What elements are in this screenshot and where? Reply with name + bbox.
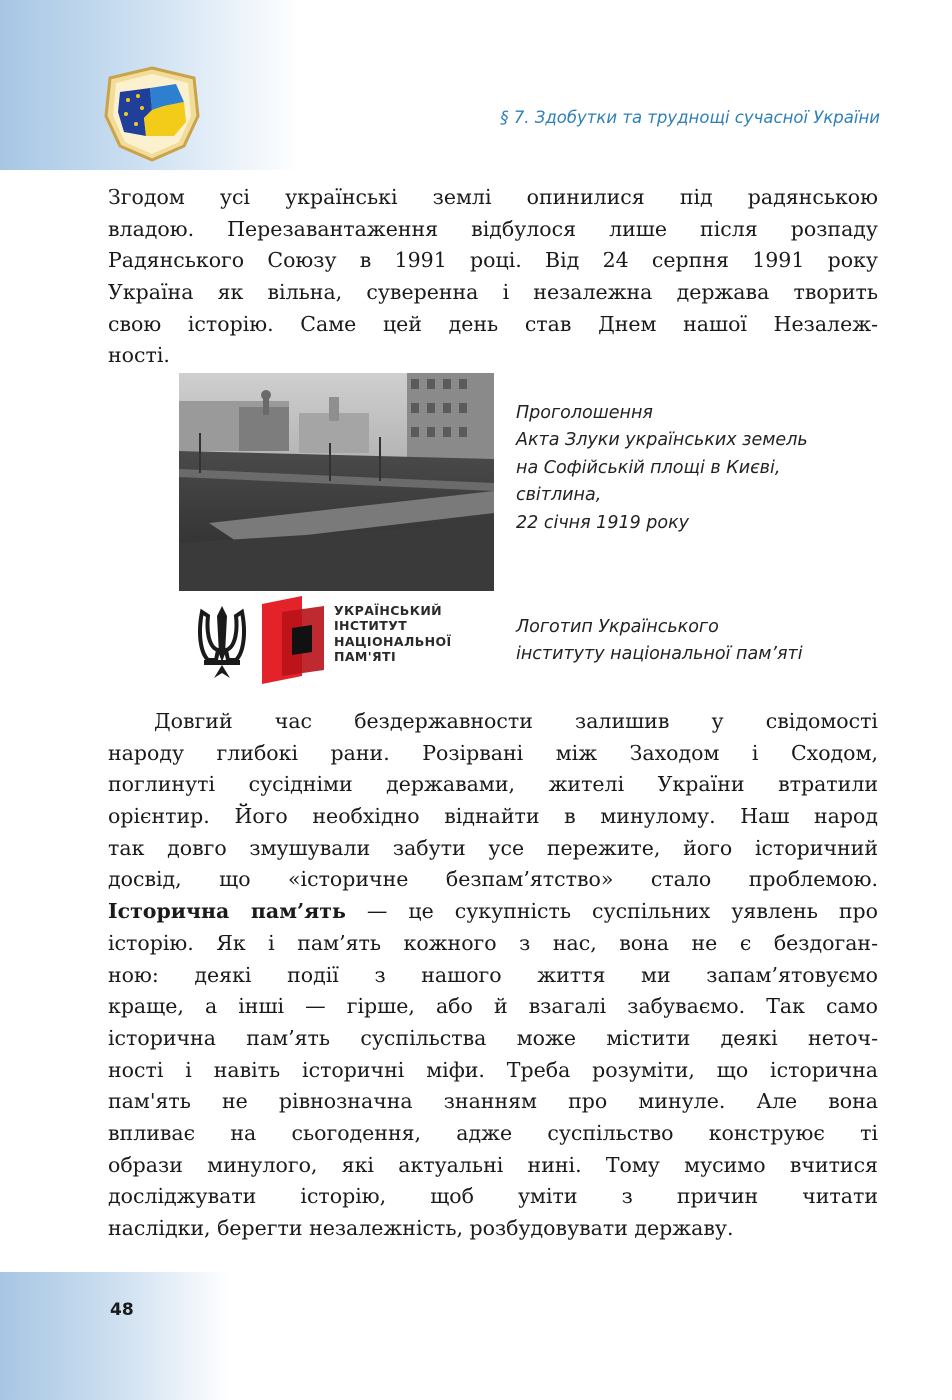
running-title: § 7. Здобутки та труднощі сучасної України — [500, 108, 880, 127]
institute-logo-text — [334, 603, 452, 665]
paragraph-line: впливає на сьогодення, адже суспільство конструює ті — [108, 1120, 878, 1145]
paragraph-line: досліджувати історію, щоб уміти з причин читати — [108, 1184, 878, 1209]
paragraph-line: Радянського Союзу в 1991 році. Від 24 серпня 1991 року — [108, 248, 878, 273]
paragraph-line-with-term — [108, 896, 878, 928]
paragraph-line: ності. — [108, 343, 170, 368]
paragraph-line: свою історію. Саме цей день став Днем нашої Незалеж- — [108, 311, 878, 336]
institute-logo-icon — [262, 596, 330, 684]
historical-photo — [179, 373, 494, 591]
paragraph-line: Україна як вільна, суверенна і незалежна держава творить — [108, 280, 878, 305]
paragraph-line: Довгий час бездержавности залишив у свідомості — [154, 709, 878, 733]
trident-icon — [196, 602, 248, 680]
term-definition: — це сукупність суспільних уявлень про — [345, 899, 878, 924]
caption-line: на Софійській площі в Києві, — [516, 457, 781, 478]
paragraph-line: історію. Як і пам’ять кожного з нас, вона не є бездоган- — [108, 930, 878, 955]
caption-line: світлина, — [516, 485, 602, 506]
paragraph-line: ною: деякі події з нашого життя ми запам’ятовуємо — [108, 962, 878, 987]
caption-line: Акта Злуки українських земель — [516, 430, 808, 451]
paragraph-line: досвід, що «історичне безпам’ятство» стало проблемою. — [108, 867, 878, 892]
caption-line: Проголошення — [516, 403, 653, 423]
paragraph-line: ності і навіть історичні міфи. Треба розуміти, що історична — [108, 1057, 878, 1082]
paragraph-line: образи минулого, які актуальні нині. Тому мусимо вчитися — [108, 1152, 878, 1177]
paragraph-line: Згодом усі українські землі опинилися під радянською — [108, 185, 878, 209]
paragraph-line: владою. Перезавантаження відбулося лише після розпаду — [108, 216, 878, 241]
caption-line: Логотип Українського — [516, 617, 719, 637]
caption-line: 22 січня 1919 року — [516, 512, 690, 533]
footer-corner-decoration — [0, 1272, 230, 1400]
paragraph-line: наслідки, берегти незалежність, розбудовувати державу. — [108, 1216, 734, 1240]
logo-caption — [516, 614, 803, 669]
caption-line: інституту національної пам’яті — [516, 644, 803, 665]
logo-text-line: ІНСТИТУТ — [334, 618, 408, 634]
logo-text-line: ПАМ'ЯТІ — [334, 649, 397, 665]
puzzle-map-emblem-icon — [104, 66, 200, 162]
paragraph-line: краще, а інші — гірше, або й взагалі забуваємо. Так само — [108, 994, 878, 1019]
paragraph-line: пам'ять не рівнозначна знанням про минуле. Але вона — [108, 1089, 878, 1114]
paragraph-2 — [108, 706, 878, 1245]
paragraph-1 — [108, 182, 878, 372]
logo-text-line: УКРАЇНСЬКИЙ — [334, 603, 443, 618]
paragraph-line: так довго змушували забути усе пережите, його історичний — [108, 835, 878, 860]
paragraph-line: народу глибокі рани. Розірвані між Заходом і Сходом, — [108, 740, 878, 765]
page-number: 48 — [110, 1300, 134, 1320]
paragraph-line: історична пам’ять суспільства може містити деякі неточ- — [108, 1025, 878, 1050]
photo-caption — [516, 400, 808, 537]
term-historical-memory: Історична пам’ять — [108, 899, 346, 924]
paragraph-line: орієнтир. Його необхідно віднайти в минулому. Наш народ — [108, 804, 878, 829]
logo-text-line: НАЦІОНАЛЬНОЇ — [334, 633, 452, 649]
paragraph-line: поглинуті сусідніми державами, жителі України втратили — [108, 772, 878, 797]
